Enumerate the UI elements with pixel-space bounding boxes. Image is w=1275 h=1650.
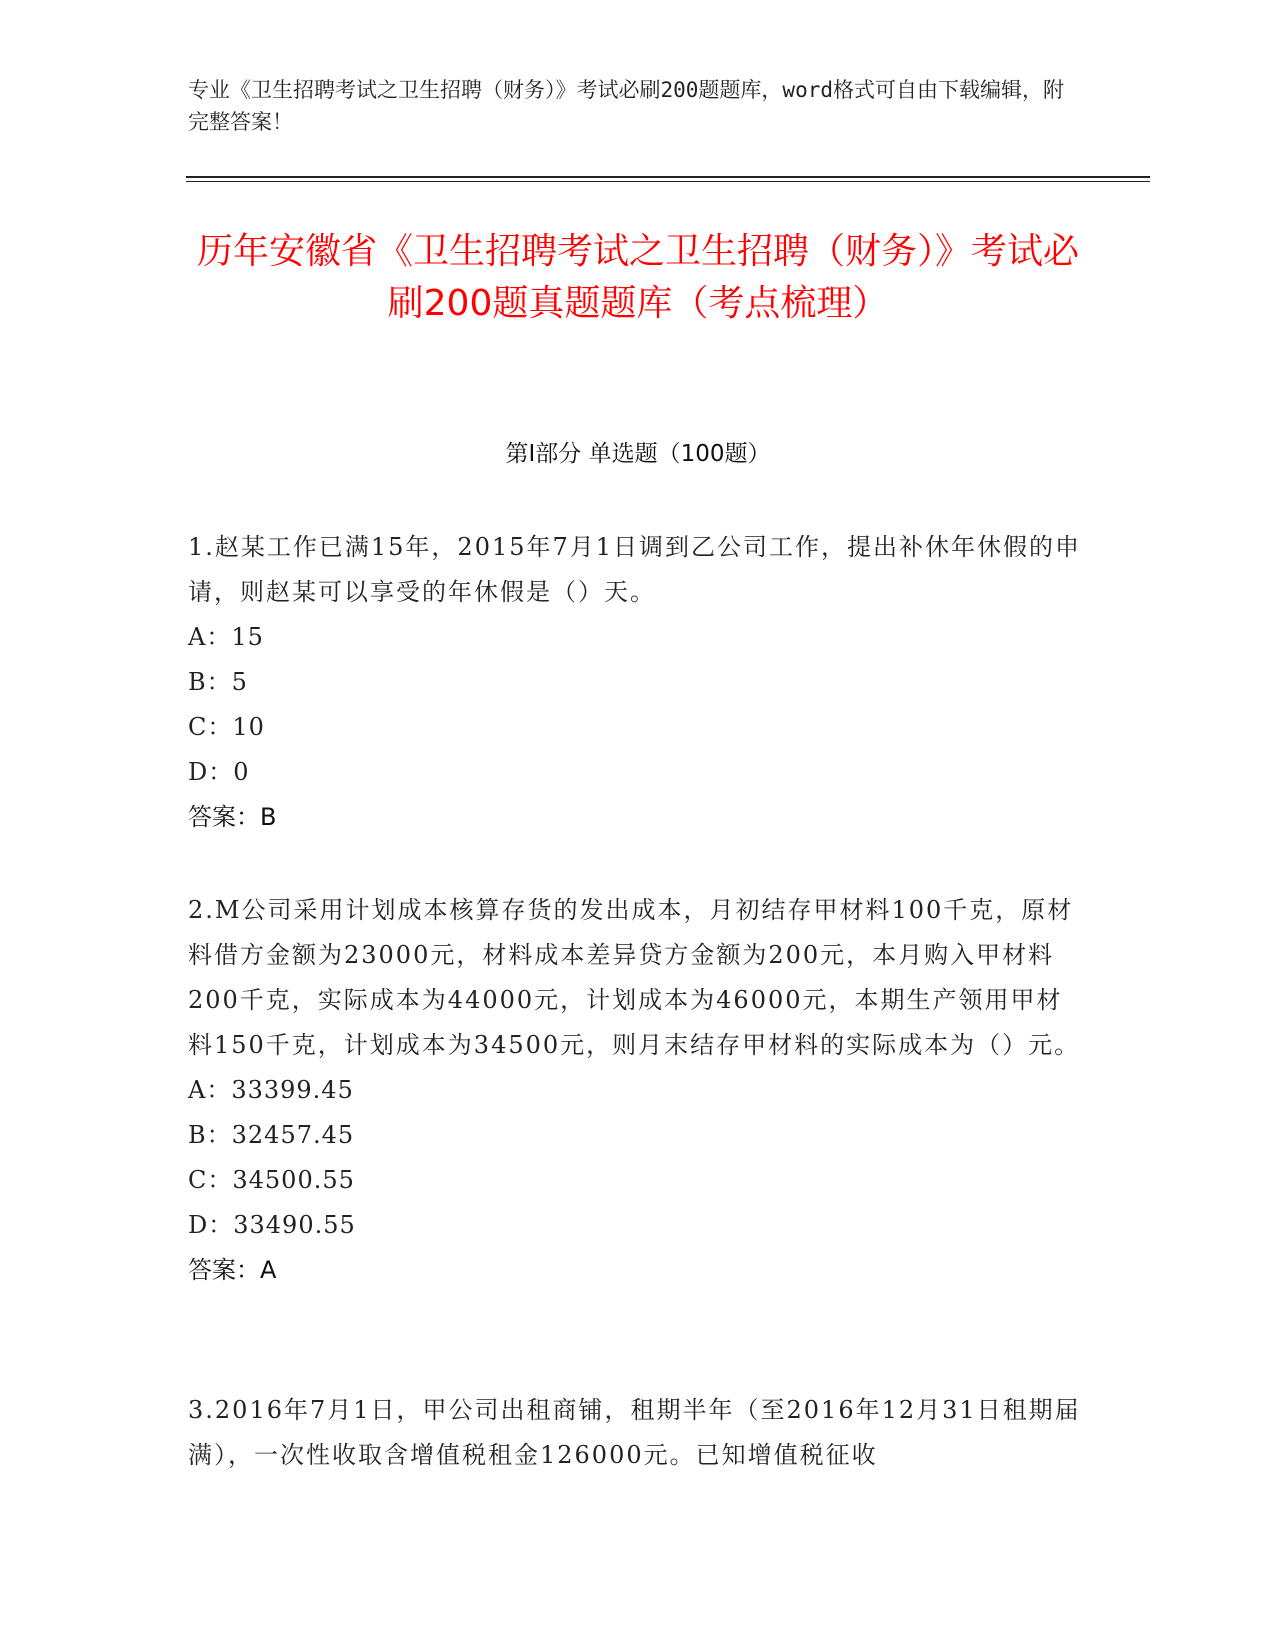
- answer: 答案：A: [188, 1256, 277, 1284]
- question-1: [188, 525, 1088, 840]
- answer: 答案：B: [188, 803, 277, 831]
- option-b: B：5: [188, 668, 248, 696]
- question-3: [188, 1388, 1088, 1478]
- document-title: 历年安徽省《卫生招聘考试之卫生招聘（财务）》考试必刷200题真题题库（考点梳理）: [196, 231, 1079, 324]
- question-2: [188, 888, 1088, 1293]
- option-a: A：15: [188, 623, 264, 651]
- option-b: B：32457.45: [188, 1121, 355, 1149]
- option-d: D：33490.55: [188, 1211, 356, 1239]
- question-stem: 1.赵某工作已满15年，2015年7月1日调到乙公司工作，提出补休年休假的申请，则赵某可以享受的年休假是（）天。: [188, 533, 1082, 606]
- option-d: D：0: [188, 758, 250, 786]
- option-a: A：33399.45: [188, 1076, 354, 1104]
- section-title: 第I部分 单选题（100题）: [505, 441, 771, 467]
- question-stem: 3.2016年7月1日，甲公司出租商铺，租期半年（至2016年12月31日租期届满），一次性收取含增值税租金126000元。已知增值税征收: [188, 1396, 1081, 1469]
- header-note: 专业《卫生招聘考试之卫生招聘（财务）》考试必刷200题题库，word格式可自由下载编辑，附完整答案！: [188, 78, 1064, 134]
- header-divider-thick: [186, 176, 1150, 178]
- option-c: C：10: [188, 713, 265, 741]
- option-c: C：34500.55: [188, 1166, 355, 1194]
- question-stem: 2.M公司采用计划成本核算存货的发出成本，月初结存甲材料100千克，原材料借方金额为23000元，材料成本差异贷方金额为200元，本月购入甲材料200千克，实际成本为44000元，计划成本为46000元，本期生产领用甲材料150千克，计划成本为34500元，则月末结存甲材料的实际成本为（）元。: [188, 896, 1081, 1059]
- header-divider-thin: [186, 181, 1150, 182]
